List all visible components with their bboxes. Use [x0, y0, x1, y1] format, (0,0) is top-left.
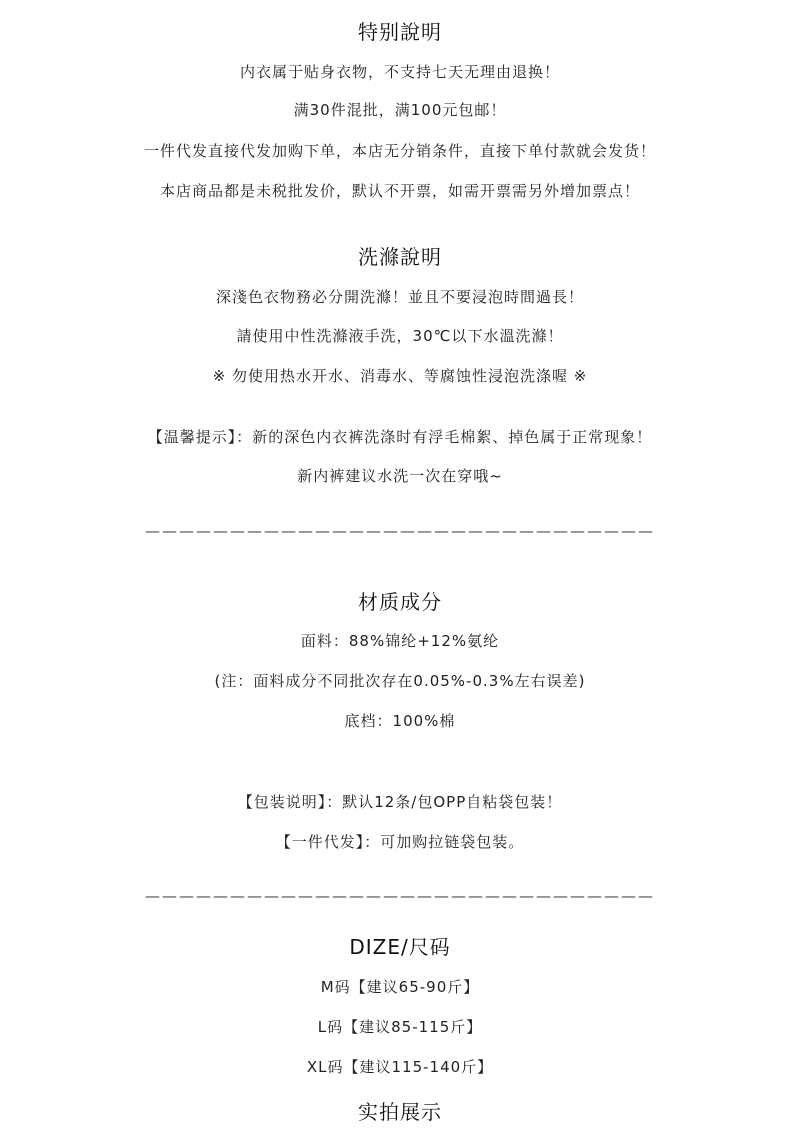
special-line-1: 内衣属于贴身衣物，不支持七天无理由退换！ [239, 63, 560, 81]
special-line-2: 满30件混批，满100元包邮！ [293, 101, 507, 119]
material-title: 材质成分 [358, 590, 442, 614]
separator-1: —————————————————————————————— [145, 522, 655, 540]
photo-title: 实拍展示 [358, 1100, 442, 1124]
size-row-m: M码【建议65-90斤】 [320, 978, 480, 996]
size-title: DIZE/尺码 [349, 935, 451, 959]
wash-title: 洗滌說明 [358, 245, 442, 269]
material-line-3: 底档：100%棉 [344, 712, 456, 730]
packaging-line-2: 【一件代发】：可加购拉链袋包装。 [275, 833, 525, 851]
size-row-xl: XL码【建议115-140斤】 [306, 1058, 494, 1076]
packaging-line-1: 【包装说明】：默认12条/包OPP自粘袋包装！ [237, 793, 563, 811]
wash-line-3: ※ 勿使用热水开水、消毒水、等腐蚀性浸泡洗涤喔 ※ [212, 367, 588, 385]
material-line-1: 面料：88%锦纶+12%氨纶 [300, 632, 500, 650]
wash-line-1: 深淺色衣物務必分開洗滌！並且不要浸泡時間過長！ [215, 288, 584, 306]
special-line-4: 本店商品都是未税批发价，默认不开票，如需开票需另外增加票点！ [159, 182, 640, 200]
wash-tip-2: 新内裤建议水洗一次在穿哦~ [297, 467, 503, 485]
separator-2: —————————————————————————————— [145, 887, 655, 905]
special-title: 特别說明 [358, 20, 442, 44]
material-line-2: (注：面料成分不同批次存在0.05%-0.3%左右误差) [214, 672, 586, 690]
wash-line-2: 請使用中性洗滌液手洗，30℃以下水溫洗滌！ [236, 327, 564, 345]
size-row-l: L码【建议85-115斤】 [317, 1018, 483, 1036]
wash-tip: 【温馨提示】：新的深色内衣裤洗涤时有浮毛棉絮、掉色属于正常现象！ [147, 428, 653, 446]
special-line-3: 一件代发直接代发加购下单，本店无分销条件，直接下单付款就会发货！ [143, 142, 656, 160]
